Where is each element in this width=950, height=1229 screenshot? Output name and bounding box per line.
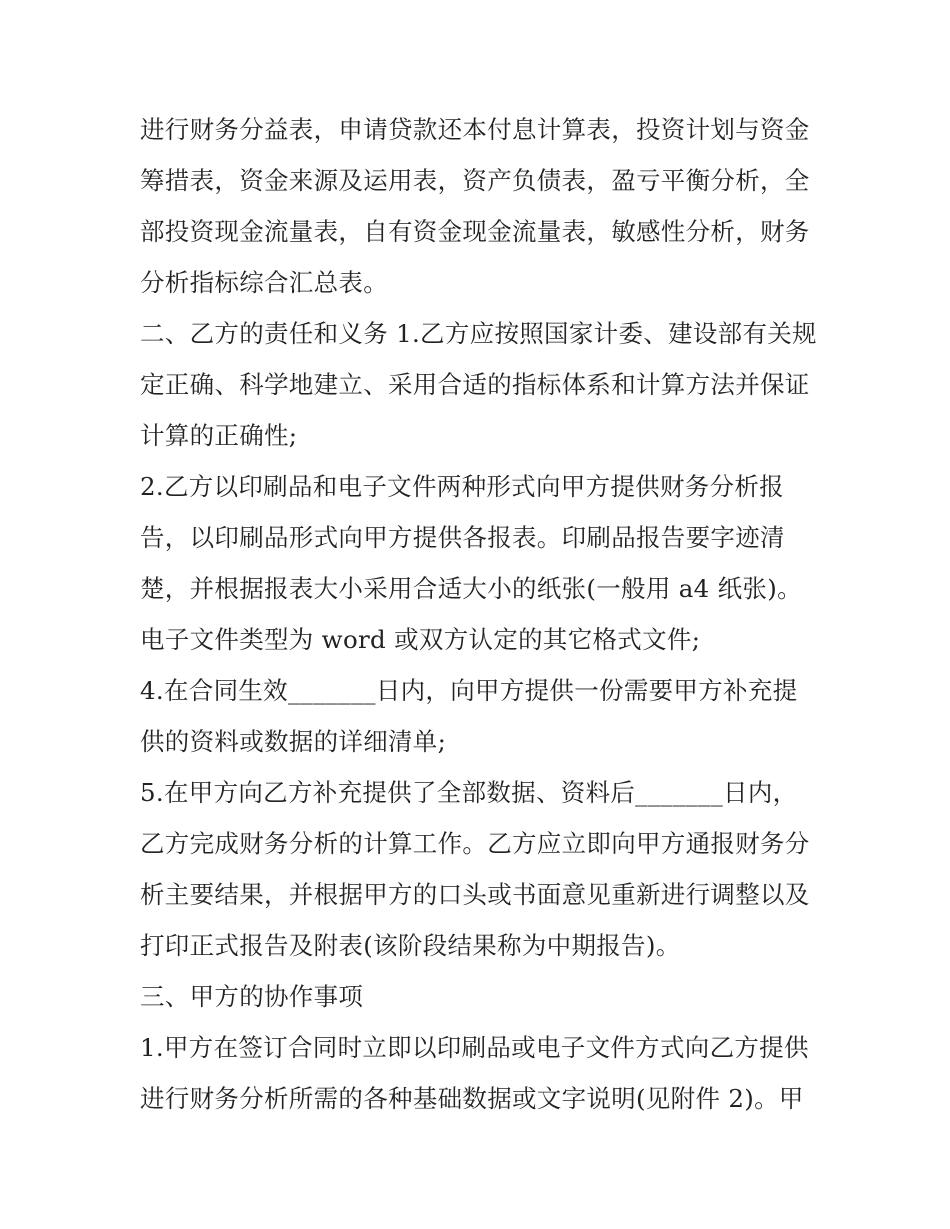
text-line: 部投资现金流量表，自有资金现金流量表，敏感性分析，财务	[140, 217, 810, 246]
section-heading-line: 三、甲方的协作事项	[140, 982, 364, 1011]
text-line: 析主要结果，并根据甲方的口头或书面意见重新进行调整以及	[140, 880, 810, 909]
text-line: 计算的正确性;	[140, 421, 298, 450]
text-line: 分析指标综合汇总表。	[140, 268, 388, 297]
text-line: 乙方完成财务分析的计算工作。乙方应立即向甲方通报财务分	[140, 829, 810, 858]
text-line: 4.在合同生效_______日内，向甲方提供一份需要甲方补充提	[140, 676, 798, 705]
text-line: 5.在甲方向乙方补充提供了全部数据、资料后_______日内，	[140, 778, 798, 807]
text-line: 进行财务分益表，申请贷款还本付息计算表，投资计划与资金	[140, 115, 810, 144]
text-line: 1.甲方在签订合同时立即以印刷品或电子文件方式向乙方提供	[140, 1033, 809, 1062]
text-line: 筹措表，资金来源及运用表，资产负债表，盈亏平衡分析，全	[140, 166, 810, 195]
text-line: 电子文件类型为 word 或双方认定的其它格式文件;	[140, 625, 701, 654]
text-line: 告，以印刷品形式向甲方提供各报表。印刷品报告要字迹清	[140, 523, 785, 552]
text-line: 2.乙方以印刷品和电子文件两种形式向甲方提供财务分析报	[140, 472, 784, 501]
text-line: 进行财务分析所需的各种基础数据或文字说明(见附件 2)。甲	[140, 1084, 804, 1113]
document-body	[140, 104, 820, 1124]
text-line: 定正确、科学地建立、采用合适的指标体系和计算方法并保证	[140, 370, 810, 399]
text-line: 楚，并根据报表大小采用合适大小的纸张(一般用 a4 纸张)。	[140, 574, 802, 603]
text-line: 打印正式报告及附表(该阶段结果称为中期报告)。	[140, 931, 681, 960]
text-line: 供的资料或数据的详细清单;	[140, 727, 447, 756]
section-heading-line: 二、乙方的责任和义务 1.乙方应按照国家计委、建设部有关规	[140, 319, 817, 348]
